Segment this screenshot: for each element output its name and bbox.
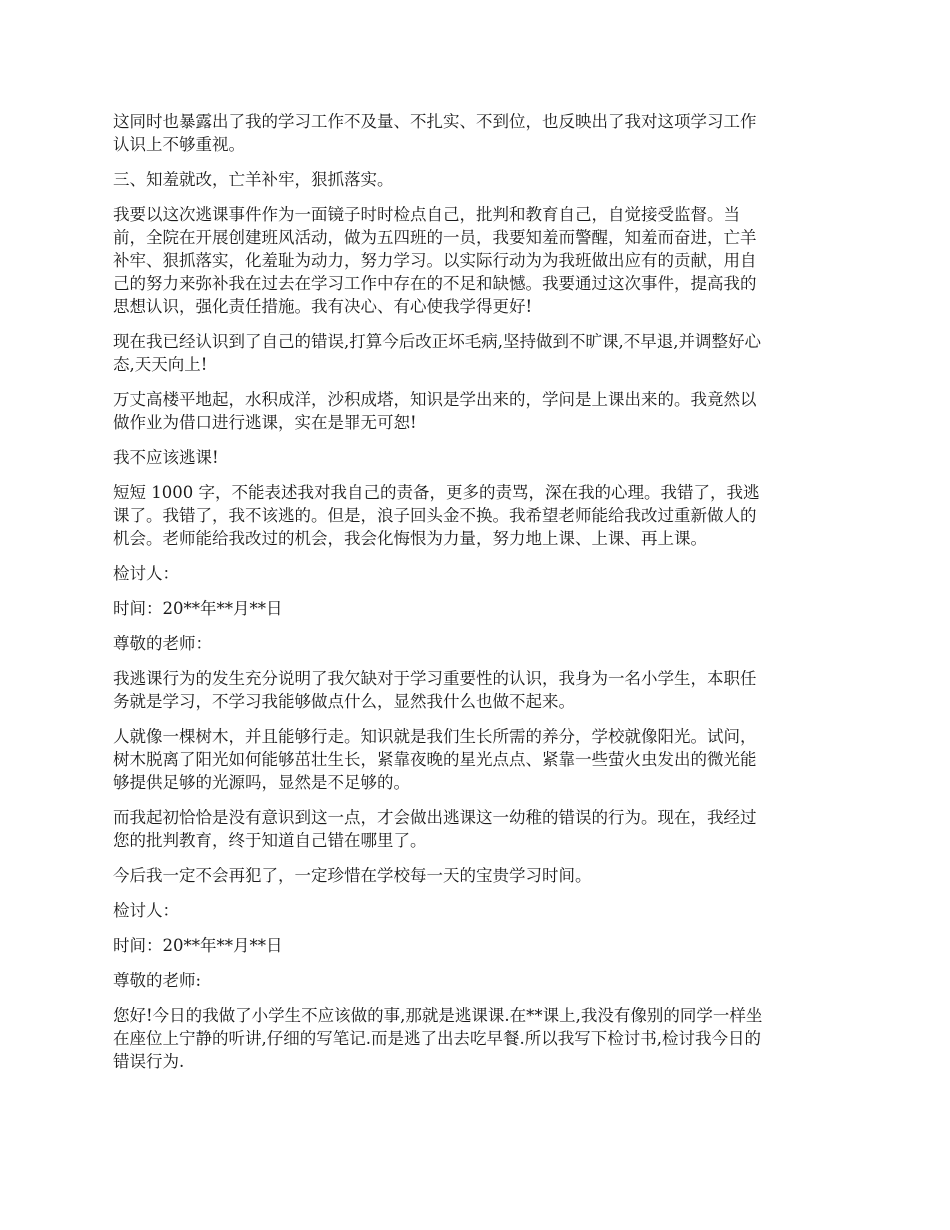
paragraph-apology: 短短 1000 字，不能表述我对我自己的责备，更多的责骂，深在我的心理。我错了，我逃 课了。我错了，我不该逃的。但是，浪子回头金不换。我希望老师能给我改过重新做人的 机会。老师能给我改过的机会，我会化悔恨为力量，努力地上课、上课、再上课。 bbox=[113, 483, 760, 548]
paragraph-knowledge: 万丈高楼平地起，水积成洋，沙积成塔，知识是学出来的，学问是上课出来的。我竟然以 做作业为借口进行逃课，实在是罪无可恕! bbox=[113, 390, 757, 432]
paragraph-exposure: 这同时也暴露出了我的学习工作不及量、不扎实、不到位，也反映出了我对这项学习工作 认识上不够重视。 bbox=[113, 112, 757, 154]
paragraph-should-not-skip: 我不应该逃课! bbox=[113, 448, 219, 467]
salutation-1: 尊敬的老师： bbox=[113, 634, 212, 653]
paragraph-heading-three: 三、知羞就改，亡羊补牢，狠抓落实。 bbox=[113, 170, 394, 189]
paragraph-awareness: 而我起初恰恰是没有意识到这一点，才会做出逃课这一幼稚的错误的行为。现在，我经过 您的批判教育，终于知道自己错在哪里了。 bbox=[113, 808, 757, 850]
paragraph-tree-analogy: 人就像一棵树木，并且能够行走。知识就是我们生长所需的养分，学校就像阳光。试问， 树木脱离了阳光如何能够茁壮生长，紧靠夜晚的星光点点、紧靠一些萤火虫发出的微光能 够提供足够的光源吗，显然是不足够的。 bbox=[113, 727, 757, 792]
paragraph-realization: 现在我已经认识到了自己的错误,打算今后改正坏毛病,坚持做到不旷课,不早退,并调整好心 态,天天向上! bbox=[113, 332, 761, 374]
date-line-1: 时间：20**年**月**日 bbox=[113, 599, 283, 618]
paragraph-mirror: 我要以这次逃课事件作为一面镜子时时检点自己，批判和教育自己，自觉接受监督。当 前，全院在开展创建班风活动，做为五四班的一员，我要知羞而警醒，知羞而奋进，亡羊 补牢、狠抓落实，化羞耻为动力，努力学习。以实际行动为为我班做出应有的贡献，用自 己的努力来弥补我在过去在学习工作中存在的不足和缺憾。我要通过这次事件，提高我的 思想认识，强化责任措施。我有决心、有心使我学得更好! bbox=[113, 205, 757, 316]
paragraph-importance: 我逃课行为的发生充分说明了我欠缺对于学习重要性的认识，我身为一名小学生，本职任 务就是学习，不学习我能够做点什么，显然我什么也做不起来。 bbox=[113, 669, 757, 711]
document-body bbox=[113, 110, 839, 1085]
date-line-2: 时间：20**年**月**日 bbox=[113, 936, 283, 955]
signature-line-2: 检讨人： bbox=[113, 901, 179, 920]
paragraph-confession: 您好!今日的我做了小学生不应该做的事,那就是逃课课.在**课上,我没有像别的同学一样坐 在座位上宁静的听讲,仔细的写笔记.而是逃了出去吃早餐.所以我写下检讨书,检讨我今日的 错误行为. bbox=[113, 1006, 763, 1071]
salutation-2: 尊敬的老师: bbox=[113, 971, 202, 990]
signature-line-1: 检讨人： bbox=[113, 564, 179, 583]
paragraph-promise: 今后我一定不会再犯了，一定珍惜在学校每一天的宝贵学习时间。 bbox=[113, 866, 592, 885]
